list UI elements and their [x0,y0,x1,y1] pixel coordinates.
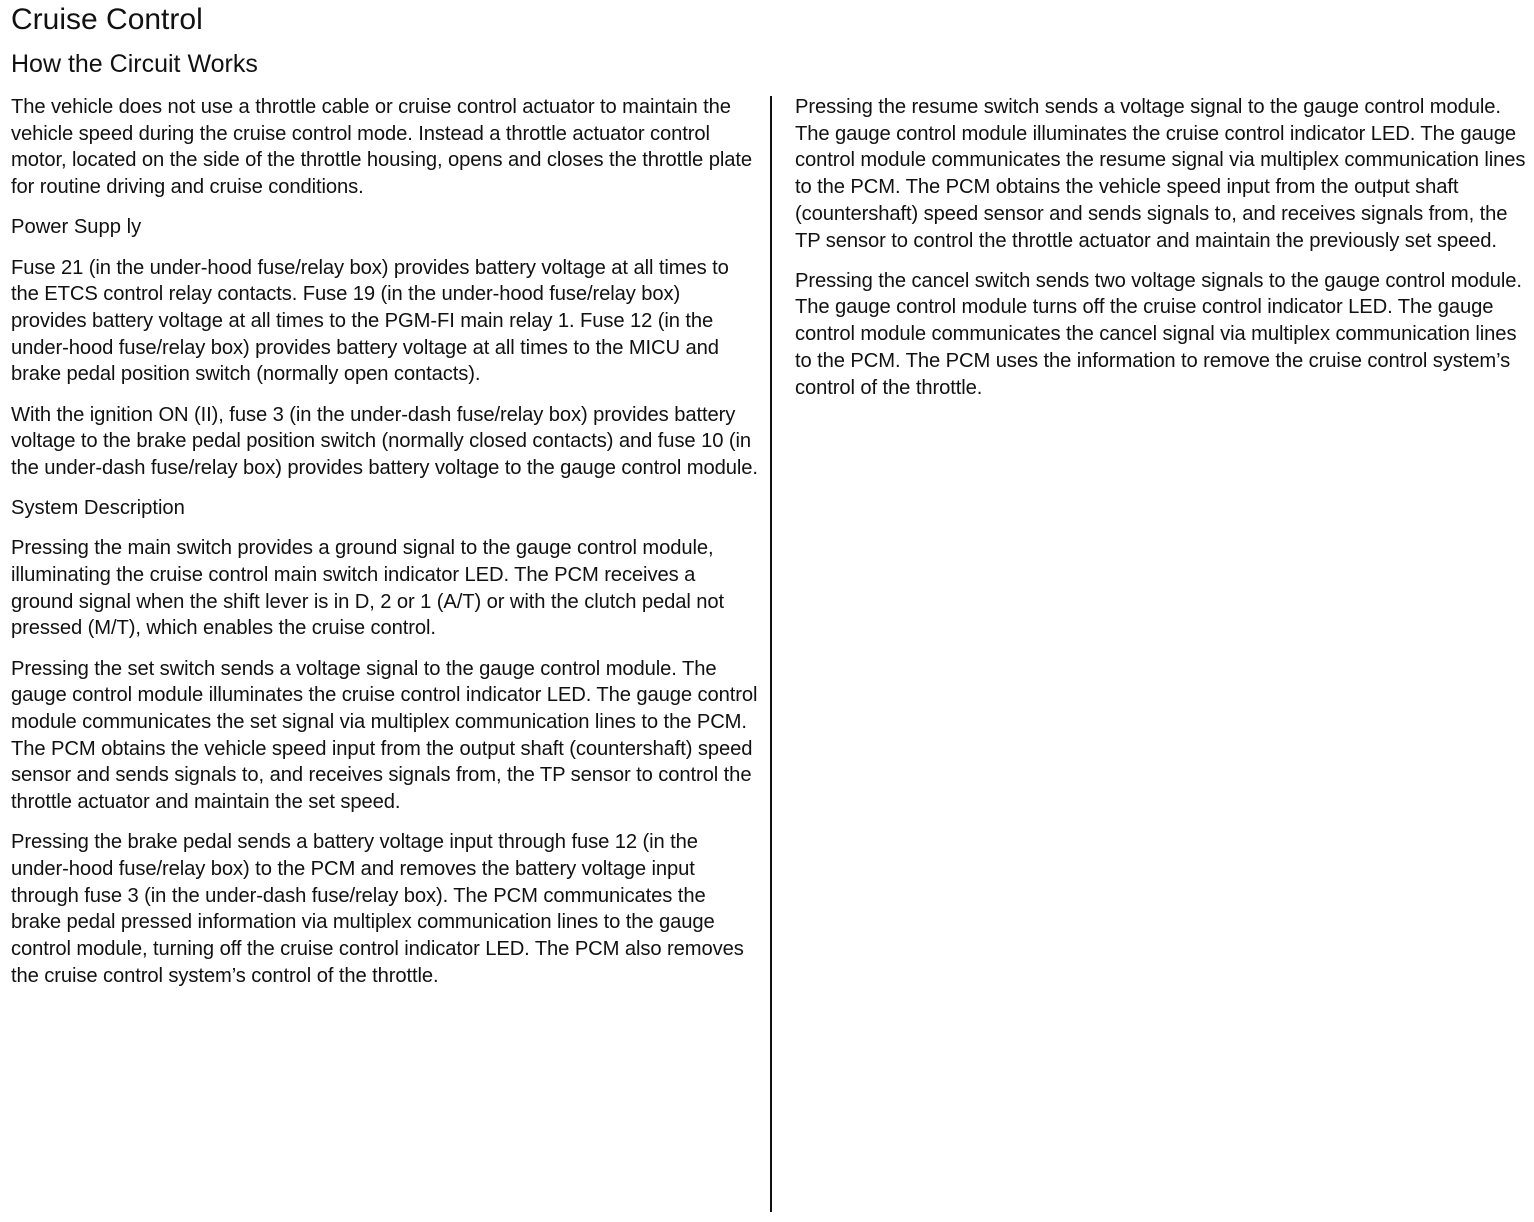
cancel-switch-paragraph: Pressing the cancel switch sends two voltage signals to the gauge control module. The gauge control module turns off the cruise control indicator LED. The gauge control module communicates the cancel signal via multiplex communication lines to the PCM. The PCM uses the information to remove the cruise control system’s control of the throttle. [795,269,1522,399]
power-supply-paragraph-1: Fuse 21 (in the under-hood fuse/relay box) provides battery voltage at all times to the ETCS control relay contacts. Fuse 19 (in the under-hood fuse/relay box) provides battery voltage at all times to the PGM-FI main relay 1. Fuse 12 (in the under-hood fuse/relay box) provides battery voltage at all times to the MICU and brake pedal position switch (normally open contacts). [11,256,729,386]
intro-paragraph: The vehicle does not use a throttle cable or cruise control actuator to maintain the vehicle speed during the cruise control mode. Instead a throttle actuator control motor, located on the side of the throttle housing, opens and closes the throttle plate for routine driving and cruise conditions. [11,96,752,199]
resume-switch-paragraph: Pressing the resume switch sends a voltage signal to the gauge control module. The gauge control module illuminates the cruise control indicator LED. The gauge control module communicates the resume signal via multiplex communication lines to the PCM. The PCM obtains the vehicle speed input from the output shaft (countershaft) speed sensor and sends signals to, and receives signals from, the TP sensor to control the throttle actuator and maintain the previously set speed. [795,96,1526,252]
right-column [795,94,1528,415]
left-column [11,94,761,1003]
brake-pedal-paragraph: Pressing the brake pedal sends a battery voltage input through fuse 12 (in the under-hood fuse/relay box) to the PCM and removes the battery voltage input through fuse 3 (in the under-dash fuse/relay box). The PCM communicates the brake pedal pressed information via multiplex communication lines to the gauge control module, turning off the cruise control indicator LED. The PCM also removes the cruise control system’s control of the throttle. [11,831,744,987]
power-supply-heading: Power Supp ly [11,216,142,239]
column-divider [770,96,772,1212]
main-switch-paragraph: Pressing the main switch provides a ground signal to the gauge control module, illuminating the cruise control main switch indicator LED. The PCM receives a ground signal when the shift lever is in D, 2 or 1 (A/T) or with the clutch pedal not pressed (M/T), which enables the cruise control. [11,537,725,640]
document-title: Cruise Control [11,3,203,36]
set-switch-paragraph: Pressing the set switch sends a voltage signal to the gauge control module. The gauge control module illuminates the cruise control indicator LED. The gauge control module communicates the set signal via multiplex communication lines to the PCM. The PCM obtains the vehicle speed input from the output shaft (countershaft) speed sensor and sends signals to, and receives signals from, the TP sensor to control the throttle actuator and maintain the set speed. [11,657,758,814]
section-title: How the Circuit Works [11,50,258,78]
power-supply-paragraph-2: With the ignition ON (II), fuse 3 (in the under-dash fuse/relay box) provides battery voltage to the brake pedal position switch (normally closed contacts) and fuse 10 (in the under-dash fuse/relay box) provides battery voltage to the gauge control module. [11,403,758,479]
system-description-heading: System Description [11,497,185,520]
